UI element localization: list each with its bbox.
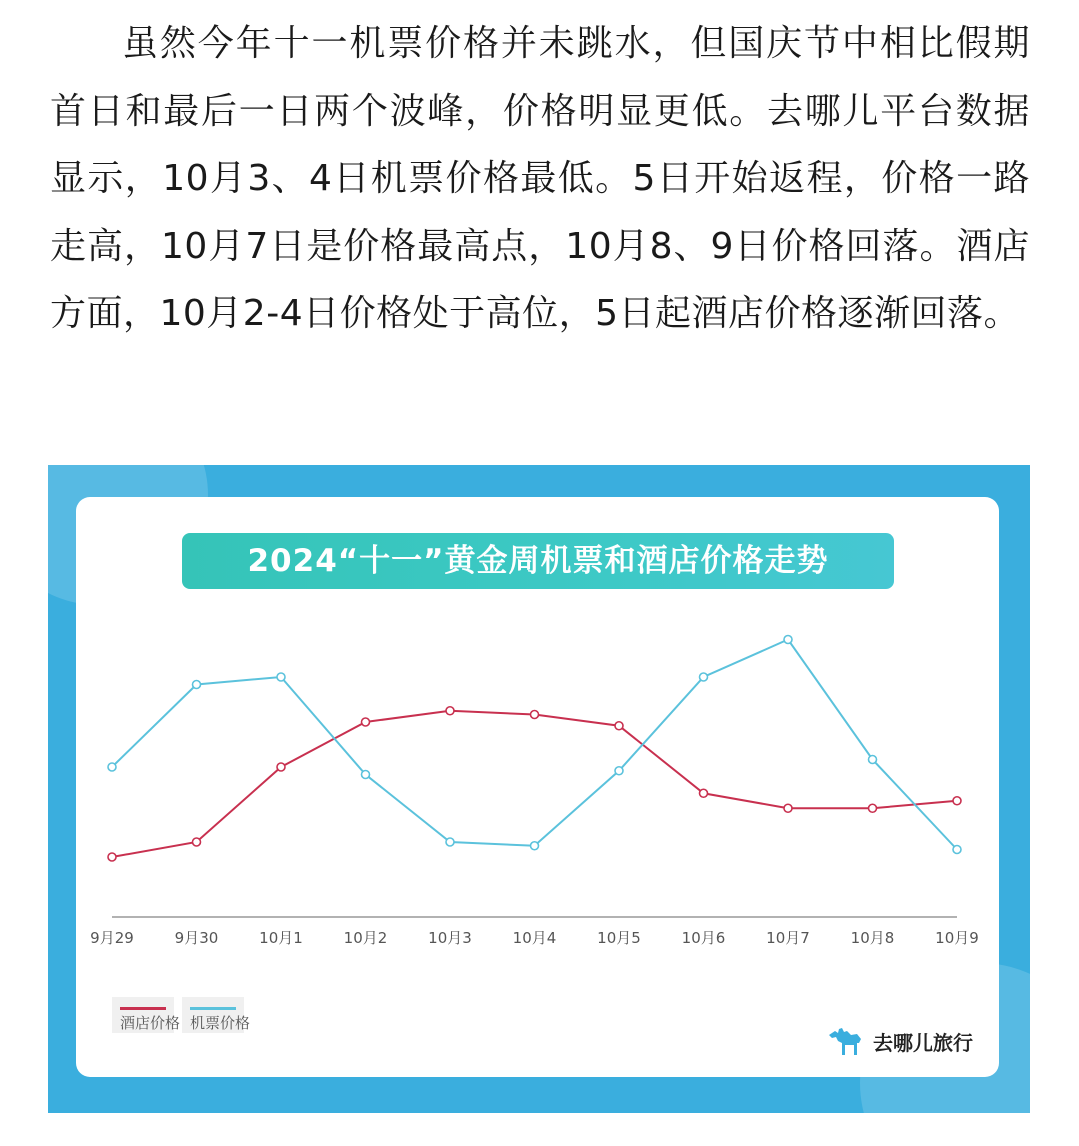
legend-label-hotel: 酒店价格	[120, 1014, 181, 1032]
data-point-flight	[193, 681, 201, 689]
data-point-flight	[531, 842, 539, 850]
legend-item-flight	[182, 997, 251, 1033]
x-tick-label: 10月8	[850, 929, 895, 947]
data-point-hotel	[446, 707, 454, 715]
chart-figure	[48, 465, 1030, 1113]
data-point-hotel	[277, 763, 285, 771]
x-tick-label: 10月3	[428, 929, 472, 947]
data-point-flight	[869, 756, 877, 764]
data-point-flight	[784, 636, 792, 644]
line-chart	[76, 497, 999, 1077]
x-tick-label: 9月30	[174, 929, 219, 947]
legend-swatch-flight	[190, 1007, 236, 1010]
series-line-hotel	[112, 711, 957, 857]
data-point-flight	[362, 771, 370, 779]
chart-legend	[112, 997, 251, 1033]
data-point-hotel	[700, 789, 708, 797]
data-point-flight	[277, 673, 285, 681]
article-paragraph: 虽然今年十一机票价格并未跳水，但国庆节中相比假期首日和最后一日两个波峰，价格明显更低。去哪儿平台数据显示，10月3、4日机票价格最低。5日开始返程，价格一路走高，10月7日是价格最高点，10月8、9日价格回落。酒店方面，10月2-4日价格处于高位，5日起酒店价格逐渐回落。	[50, 23, 1030, 334]
legend-swatch-hotel	[120, 1007, 166, 1010]
data-point-hotel	[193, 838, 201, 846]
data-point-hotel	[615, 722, 623, 730]
x-tick-label: 9月29	[90, 929, 134, 947]
data-point-hotel	[108, 853, 116, 861]
data-point-hotel	[953, 797, 961, 805]
legend-label-flight: 机票价格	[190, 1014, 251, 1032]
chart-title: 2024“十一”黄金周机票和酒店价格走势	[182, 533, 894, 589]
article	[50, 10, 1030, 348]
data-point-flight	[953, 846, 961, 854]
data-point-flight	[446, 838, 454, 846]
data-point-hotel	[362, 718, 370, 726]
data-point-hotel	[784, 804, 792, 812]
data-point-flight	[108, 763, 116, 771]
camel-icon	[827, 1025, 867, 1057]
x-tick-label: 10月6	[681, 929, 726, 947]
data-point-hotel	[531, 711, 539, 719]
x-tick-label: 10月7	[766, 929, 810, 947]
data-point-flight	[615, 767, 623, 775]
series-line-flight	[112, 640, 957, 850]
x-tick-label: 10月4	[512, 929, 557, 947]
data-point-hotel	[869, 804, 877, 812]
x-tick-label: 10月2	[343, 929, 388, 947]
x-tick-label: 10月5	[597, 929, 641, 947]
legend-item-hotel	[112, 997, 181, 1033]
x-tick-label: 10月9	[935, 929, 979, 947]
chart-card	[76, 497, 999, 1077]
x-tick-label: 10月1	[259, 929, 303, 947]
brand-name: 去哪儿旅行	[873, 1030, 973, 1055]
brand-logo	[827, 1025, 973, 1057]
data-point-flight	[700, 673, 708, 681]
